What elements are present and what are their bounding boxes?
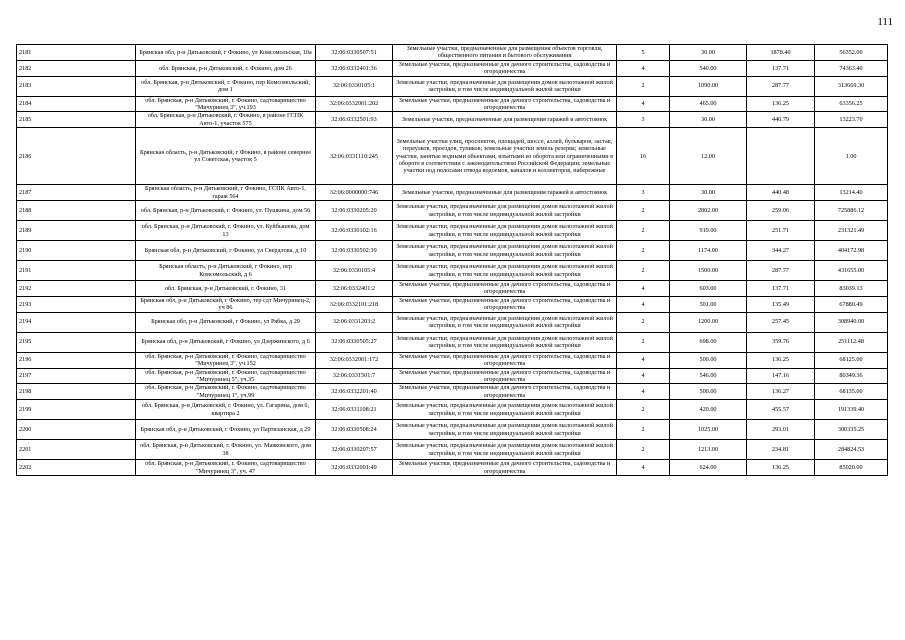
area-cell: 1200.00	[670, 312, 747, 332]
cadastral-number-cell: 32:06:0330507:51	[316, 45, 393, 61]
table-row	[17, 440, 888, 460]
area-cell: 919.00	[670, 221, 747, 241]
group-cell: 2	[617, 312, 670, 332]
group-cell: 4	[617, 96, 670, 112]
area-cell: 420.00	[670, 400, 747, 420]
group-cell: 3	[617, 112, 670, 128]
table-row	[17, 460, 888, 476]
address-cell: обл. Брянская, р-н Дятьковский, г. Фокино, садтоварищество "Мичуринец 5", уч.35	[136, 368, 316, 384]
group-cell: 3	[617, 185, 670, 201]
row-number: 2199	[17, 400, 136, 420]
land-use-cell: Земельные участки, предназначенные для размещения гаражей и автостоянок	[393, 112, 617, 128]
specific-value-cell: 259.06	[747, 201, 815, 221]
group-cell: 2	[617, 201, 670, 221]
group-cell: 16	[617, 128, 670, 185]
address-cell: обл. Брянская, р-н Дятьковский, г. Фокино, ул. Гагарина, дом 6, квартира 2	[136, 400, 316, 420]
land-use-cell: Земельные участки, предназначенные для размещения домов малоэтажной жилой застройки, в том числе индивидуальной жилой застройки	[393, 241, 617, 261]
address-cell: Брянская обл, р-н Дятьковский, г Фокино, ул Дзержинского, д 6	[136, 332, 316, 352]
area-cell: 698.00	[670, 332, 747, 352]
table-row	[17, 76, 888, 96]
row-number: 2192	[17, 281, 136, 297]
specific-value-cell: 251.71	[747, 221, 815, 241]
table-row	[17, 296, 888, 312]
land-use-cell: Земельные участки, предназначенные для размещения домов малоэтажной жилой застройки, в том числе индивидуальной жилой застройки	[393, 420, 617, 440]
cadastral-number-cell: 32:06:0332201:40	[316, 384, 393, 400]
row-number: 2190	[17, 241, 136, 261]
land-use-cell: Земельные участки, предназначенные для размещения домов малоэтажной жилой застройки, в том числе индивидуальной жилой застройки	[393, 332, 617, 352]
area-cell: 501.00	[670, 296, 747, 312]
group-cell: 2	[617, 241, 670, 261]
cadastral-value-cell: 74363.40	[815, 60, 888, 76]
table-row	[17, 201, 888, 221]
address-cell: обл. Брянская, р-н Дятьковский, г. Фокино, ул. Маяковского, дом 38	[136, 440, 316, 460]
cadastral-value-cell: 308940.00	[815, 312, 888, 332]
group-cell: 2	[617, 400, 670, 420]
row-number: 2193	[17, 296, 136, 312]
land-use-cell: Земельные участки, предназначенные для размещения домов малоэтажной жилой застройки, в том числе индивидуальной жилой застройки	[393, 221, 617, 241]
specific-value-cell: 440.79	[747, 112, 815, 128]
cadastral-number-cell: 32:06:0332401:36	[316, 60, 393, 76]
land-use-cell: Земельные участки улиц, проспектов, площадей, шоссе, аллей, бульваров, застав, переулков, проездов, тупиков; земельные участки земель резерва; земельные участки, занятые водными объектами, изъятыми из оборота или ограниченными в обороте в соответствии с законодательством Российской Федерации; земельные участки под полосами отвода водоемов, каналов и коллекторов, набережные	[393, 128, 617, 185]
row-number: 2197	[17, 368, 136, 384]
land-use-cell: Земельные участки, предназначенные для размещения домов малоэтажной жилой застройки, в том числе индивидуальной жилой застройки	[393, 201, 617, 221]
area-cell: 2802.00	[670, 201, 747, 221]
row-number: 2198	[17, 384, 136, 400]
cadastral-number-cell: 32:06:0331203:2	[316, 312, 393, 332]
row-number: 2186	[17, 128, 136, 185]
group-cell: 4	[617, 384, 670, 400]
group-cell: 2	[617, 440, 670, 460]
specific-value-cell: 137.71	[747, 60, 815, 76]
cadastral-value-cell: 13214.40	[815, 185, 888, 201]
cadastral-number-cell: 32:06:0331108:21	[316, 400, 393, 420]
land-use-cell: Земельные участки, предназначенные для дачного строительства, садоводства и огородничества	[393, 296, 617, 312]
group-cell: 4	[617, 281, 670, 297]
area-cell: 30.00	[670, 112, 747, 128]
area-cell: 1174.00	[670, 241, 747, 261]
cadastral-value-cell: 251112.48	[815, 332, 888, 352]
land-use-cell: Земельные участки, предназначенные для дачного строительства, садоводства и огородничества	[393, 96, 617, 112]
group-cell: 4	[617, 368, 670, 384]
row-number: 2194	[17, 312, 136, 332]
area-cell: 465.00	[670, 96, 747, 112]
group-cell: 2	[617, 221, 670, 241]
specific-value-cell: 440.48	[747, 185, 815, 201]
specific-value-cell	[747, 128, 815, 185]
group-cell: 2	[617, 76, 670, 96]
table-row	[17, 185, 888, 201]
cadastral-number-cell: 32:06:0330205:20	[316, 201, 393, 221]
table-row	[17, 281, 888, 297]
land-use-cell: Земельные участки, предназначенные для дачного строительства, садоводства и огородничества	[393, 60, 617, 76]
specific-value-cell: 1878.40	[747, 45, 815, 61]
cadastral-number-cell: 32:06:0330505:27	[316, 332, 393, 352]
table-row	[17, 420, 888, 440]
area-cell: 12.00	[670, 128, 747, 185]
group-cell: 2	[617, 420, 670, 440]
table-row	[17, 45, 888, 61]
address-cell: обл. Брянская, р-н Дятьковский, г. Фокино, ул. Куйбышева, дом 13	[136, 221, 316, 241]
group-cell: 2	[617, 261, 670, 281]
specific-value-cell: 136.25	[747, 352, 815, 368]
cadastral-number-cell: 32:06:0332501:93	[316, 112, 393, 128]
land-use-cell: Земельные участки, предназначенные для размещения гаражей и автостоянок	[393, 185, 617, 201]
cadastral-value-cell: 68135.00	[815, 384, 888, 400]
row-number: 2191	[17, 261, 136, 281]
cadastral-number-cell: 32:06:0000000:746	[316, 185, 393, 201]
area-cell: 30.00	[670, 185, 747, 201]
land-use-cell: Земельные участки, предназначенные для дачного строительства, садоводства и огородничества	[393, 352, 617, 368]
row-number: 2183	[17, 76, 136, 96]
row-number: 2182	[17, 60, 136, 76]
cadastral-number-cell: 32:06:0331501:7	[316, 368, 393, 384]
area-cell: 546.00	[670, 368, 747, 384]
cadastral-value-cell: 191339.40	[815, 400, 888, 420]
area-cell: 1090.00	[670, 76, 747, 96]
table-body	[17, 45, 888, 476]
address-cell: Брянская обл, р-н Дятьковский, г Фокино, ул Комсомольская, 10а	[136, 45, 316, 61]
table-row	[17, 368, 888, 384]
land-use-cell: Земельные участки, предназначенные для дачного строительства, садоводства и огородничества	[393, 281, 617, 297]
cadastral-value-cell: 725886.12	[815, 201, 888, 221]
group-cell: 5	[617, 45, 670, 61]
cadastral-value-cell: 404172.98	[815, 241, 888, 261]
row-number: 2196	[17, 352, 136, 368]
cadastral-number-cell: 32:06:0330102:16	[316, 221, 393, 241]
cadastral-value-cell: 68125.00	[815, 352, 888, 368]
area-cell: 30.00	[670, 45, 747, 61]
address-cell: обл. Брянская, р-н Дятьковский, г. Фокино, в районе ГСПК Авто-1, участок 575	[136, 112, 316, 128]
area-cell: 603.00	[670, 281, 747, 297]
row-number: 2181	[17, 45, 136, 61]
cadastral-value-cell: 56352.00	[815, 45, 888, 61]
cadastral-value-cell: 313669.30	[815, 76, 888, 96]
specific-value-cell: 257.45	[747, 312, 815, 332]
cadastral-value-table	[16, 44, 888, 476]
row-number: 2202	[17, 460, 136, 476]
land-use-cell: Земельные участки, предназначенные для размещения объектов торговли, общественного питания и бытового обслуживания	[393, 45, 617, 61]
specific-value-cell: 455.57	[747, 400, 815, 420]
land-use-cell: Земельные участки, предназначенные для размещения домов малоэтажной жилой застройки, в том числе индивидуальной жилой застройки	[393, 400, 617, 420]
land-use-cell: Земельные участки, предназначенные для размещения домов малоэтажной жилой застройки, в том числе индивидуальной жилой застройки	[393, 312, 617, 332]
specific-value-cell: 136.25	[747, 460, 815, 476]
table-row	[17, 312, 888, 332]
table-row	[17, 241, 888, 261]
cadastral-value-cell: 284824.53	[815, 440, 888, 460]
cadastral-number-cell: 32:06:0331110:245	[316, 128, 393, 185]
table-row	[17, 332, 888, 352]
cadastral-value-cell: 13223.70	[815, 112, 888, 128]
cadastral-number-cell: 32:06:0332401:2	[316, 281, 393, 297]
area-cell: 1213.00	[670, 440, 747, 460]
row-number: 2187	[17, 185, 136, 201]
cadastral-value-cell: 85020.00	[815, 460, 888, 476]
table-row	[17, 60, 888, 76]
cadastral-number-cell: 32:06:0330508:24	[316, 420, 393, 440]
table-row	[17, 128, 888, 185]
address-cell: Брянская обл, р-н Дятьковский, г Фокино, ул Рябка, д 29	[136, 312, 316, 332]
address-cell: Брянская обл, р-н Дятьковский, г Фокино, ул Партизанская, д 29	[136, 420, 316, 440]
table-row	[17, 384, 888, 400]
cadastral-number-cell: 32:06:0330207:57	[316, 440, 393, 460]
area-cell: 540.00	[670, 60, 747, 76]
specific-value-cell: 234.81	[747, 440, 815, 460]
land-use-cell: Земельные участки, предназначенные для дачного строительства, садоводства и огородничества	[393, 384, 617, 400]
row-number: 2185	[17, 112, 136, 128]
cadastral-value-cell: 67880.49	[815, 296, 888, 312]
table-row	[17, 221, 888, 241]
cadastral-value-cell: 63356.25	[815, 96, 888, 112]
address-cell: Брянская область, р-н Дятьковский, г Фокино, в районе севернее ул Советская, участок 5	[136, 128, 316, 185]
specific-value-cell: 135.49	[747, 296, 815, 312]
address-cell: Брянская область, р-н Дятьковский, г Фокино, ГСПК Авто-1, гараж 564	[136, 185, 316, 201]
address-cell: Брянская обл, р-н Дятьковский, г Фокино, ул Свердлова, д 10	[136, 241, 316, 261]
address-cell: обл. Брянская, р-н Дятьковский, г. Фокино, 31	[136, 281, 316, 297]
specific-value-cell: 136.27	[747, 384, 815, 400]
land-use-cell: Земельные участки, предназначенные для дачного строительства, садоводства и огородничества	[393, 460, 617, 476]
address-cell: Брянская область, р-н Дятьковский, г Фокино, пер Комсомольский, д 6	[136, 261, 316, 281]
cadastral-value-cell: 431655.00	[815, 261, 888, 281]
address-cell: обл. Брянская, р-н Дятьковский, г. Фокино, дом 26	[136, 60, 316, 76]
land-use-cell: Земельные участки, предназначенные для дачного строительства, садоводства и огородничества	[393, 368, 617, 384]
specific-value-cell: 136.25	[747, 96, 815, 112]
specific-value-cell: 359.76	[747, 332, 815, 352]
area-cell: 1025.00	[670, 420, 747, 440]
area-cell: 500.00	[670, 352, 747, 368]
row-number: 2200	[17, 420, 136, 440]
cadastral-number-cell: 32:06:0332101:218	[316, 296, 393, 312]
cadastral-number-cell: 32:06:0332001:172	[316, 352, 393, 368]
table-row	[17, 400, 888, 420]
area-cell: 1500.00	[670, 261, 747, 281]
area-cell: 624.00	[670, 460, 747, 476]
row-number: 2189	[17, 221, 136, 241]
specific-value-cell: 344.27	[747, 241, 815, 261]
row-number: 2184	[17, 96, 136, 112]
land-use-cell: Земельные участки, предназначенные для размещения домов малоэтажной жилой застройки, в том числе индивидуальной жилой застройки	[393, 440, 617, 460]
page-number: 111	[877, 16, 893, 28]
specific-value-cell: 287.77	[747, 76, 815, 96]
address-cell: обл. Брянская, р-н Дятьковский, г. Фокино, ул. Пушкина, дом 56	[136, 201, 316, 221]
cadastral-number-cell: 32:06:0332001:202	[316, 96, 393, 112]
address-cell: Брянская обл, р-н Дятьковский, г Фокино, тер сдт Мичуринец-2, уч 86	[136, 296, 316, 312]
group-cell: 2	[617, 332, 670, 352]
specific-value-cell: 147.16	[747, 368, 815, 384]
cadastral-number-cell: 32:06:0330105:4	[316, 261, 393, 281]
address-cell: обл. Брянская, р-н Дятьковский, г. Фокино, пер Комсомольский, дом 1	[136, 76, 316, 96]
land-use-cell: Земельные участки, предназначенные для размещения домов малоэтажной жилой застройки, в том числе индивидуальной жилой застройки	[393, 76, 617, 96]
group-cell: 4	[617, 296, 670, 312]
cadastral-value-cell: 83039.13	[815, 281, 888, 297]
table-row	[17, 96, 888, 112]
table-row	[17, 352, 888, 368]
cadastral-value-cell: 80349.36	[815, 368, 888, 384]
area-cell: 500.00	[670, 384, 747, 400]
address-cell: обл. Брянская, р-н Дятьковский, г. Фокино, садтоварищество "Мичуринец 3", уч.193	[136, 96, 316, 112]
cadastral-number-cell: 32:06:0330105:1	[316, 76, 393, 96]
address-cell: обл. Брянская, р-н Дятьковский, г. Фокино, садтоварищество "Мичуринец 3", уч. 47	[136, 460, 316, 476]
group-cell: 4	[617, 460, 670, 476]
cadastral-value-cell: 300335.25	[815, 420, 888, 440]
specific-value-cell: 293.01	[747, 420, 815, 440]
address-cell: обл. Брянская, р-н Дятьковский, г. Фокино, садтоварищество "Мичуринец 3", уч.152	[136, 352, 316, 368]
row-number: 2195	[17, 332, 136, 352]
land-use-cell: Земельные участки, предназначенные для размещения домов малоэтажной жилой застройки, в том числе индивидуальной жилой застройки	[393, 261, 617, 281]
cadastral-value-cell: 231321.49	[815, 221, 888, 241]
cadastral-number-cell: 32:06:0332001:49	[316, 460, 393, 476]
row-number: 2188	[17, 201, 136, 221]
address-cell: обл. Брянская, р-н Дятьковский, г. Фокино, садтоварищество "Мичуринец 1", уч.99	[136, 384, 316, 400]
cadastral-value-cell: 1.00	[815, 128, 888, 185]
specific-value-cell: 137.71	[747, 281, 815, 297]
specific-value-cell: 287.77	[747, 261, 815, 281]
group-cell: 4	[617, 352, 670, 368]
cadastral-number-cell: 32:06:0330502:39	[316, 241, 393, 261]
group-cell: 4	[617, 60, 670, 76]
table-row	[17, 261, 888, 281]
table-row	[17, 112, 888, 128]
row-number: 2201	[17, 440, 136, 460]
